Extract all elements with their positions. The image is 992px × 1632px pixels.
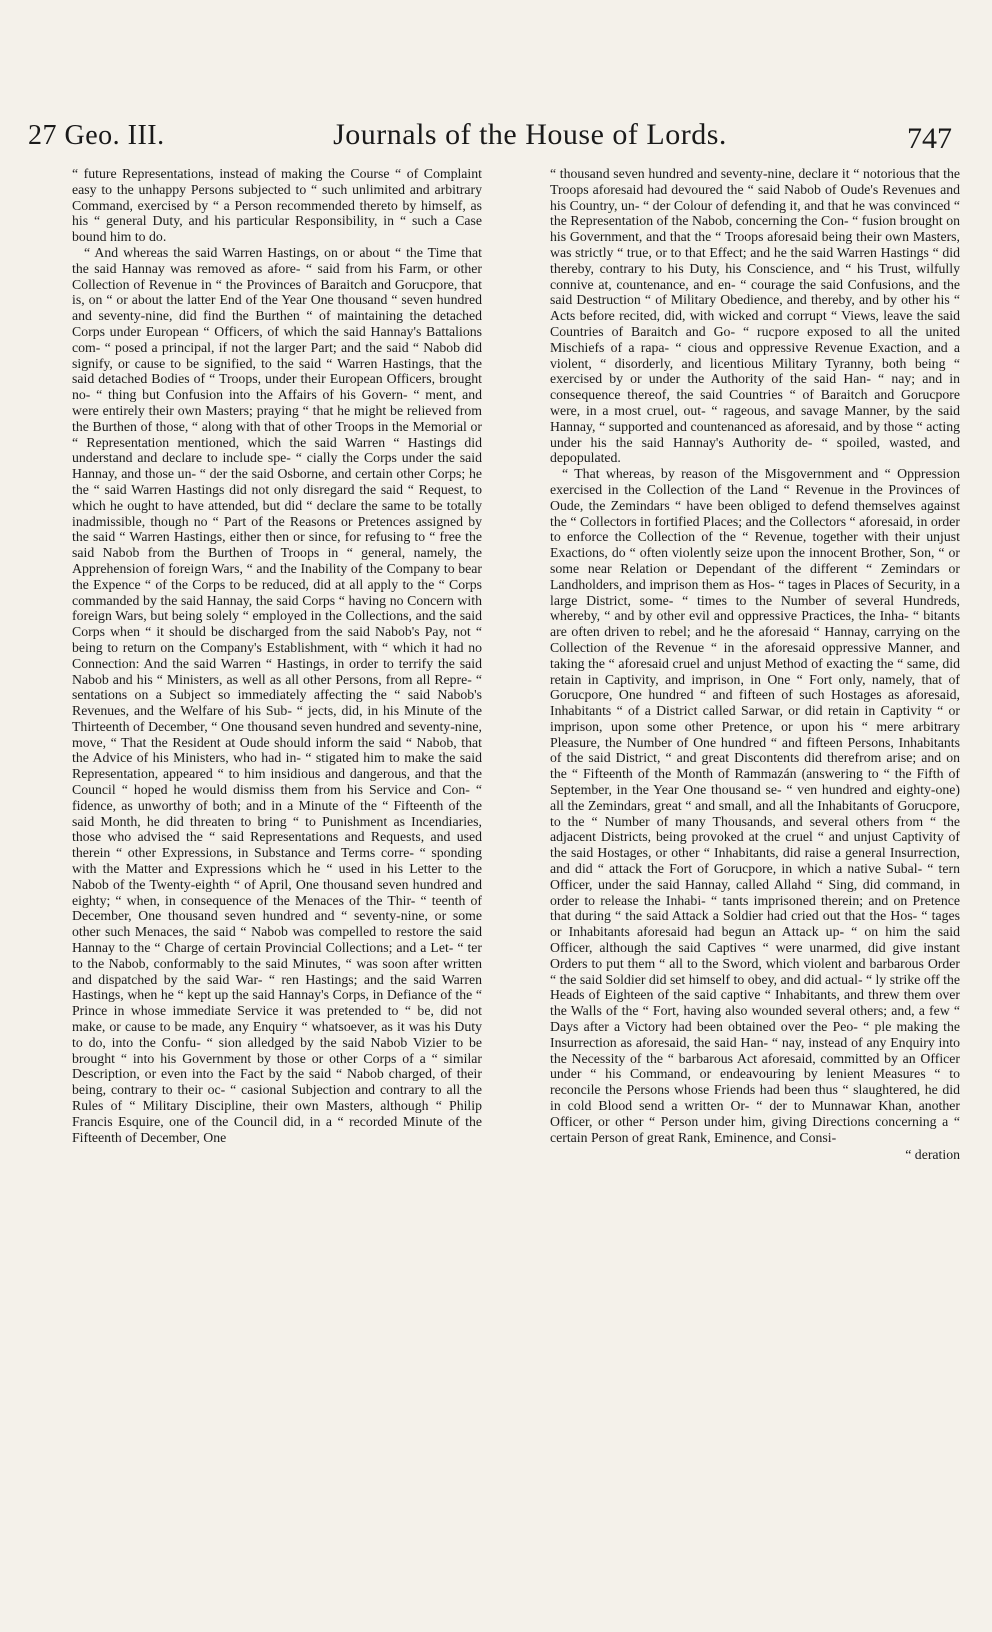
paragraph: “ thousand seven hundred and seventy-nine, declare it “ notorious that the Troops aforesaid had devoured the “ said Nabob of Oude's Revenues and his Country, un- “ der Colour of defending it, and that he was convinced “ the Representation of the Nabob, concerning the Con- “ fusion brought on his Government, and that the “ Troops aforesaid being their own Masters, was strictly “ true, or to that Effect; and he the said Warren Hastings “ did thereby, contrary to his Duty, his Conscience, and “ his Trust, wilfully connive at, countenance, and en- “ courage the said Confusions, and the said Destruction “ of Military Obedience, and thereby, and by other his “ Acts before recited, did, with wicked and corrupt “ Views, leave the said Countries of Baraitch and Go- “ rucpore exposed to all the united Mischiefs of a rapa- “ cious and oppressive Revenue Exaction, and a violent, “ disorderly, and licentious Military Tyranny, both being “ exercised by or under the Authority of the said Han- “ nay; and in consequence thereof, the said Countries “ of Baraitch and Gorucpore were, in a most cruel, out- “ rageous, and savage Manner, by the said Hannay, “ supported and countenanced as aforesaid, and by those “ acting under his the said Hannay's Authority de- “ spoiled, wasted, and depopulated. — [550, 166, 960, 466]
page-number: 747 — [907, 122, 952, 155]
running-title: Journals of the House of Lords. — [333, 118, 727, 151]
paragraph: “ future Representations, instead of making the Course “ of Complaint easy to the unhappy Persons subjected to “ such unlimited and arbitrary Command, exercised by “ a Person recommended thereto by himself, as his “ general Duty, and his particular Responsibility, in “ such a Case bound him to do. — [72, 166, 482, 245]
regnal-year: 27 Geo. III. — [28, 120, 165, 151]
catchword: “ deration — [905, 1147, 960, 1163]
paragraph: “ That whereas, by reason of the Misgovernment and “ Oppression exercised in the Collection of the Land “ Revenue in the Provinces of Oude, the Zemindars “ have been obliged to defend themselves against the “ Collectors in fortified Places; and the Collectors “ aforesaid, in order to enforce the Collection of the “ Revenue, together with their unjust Exactions, do “ often violently seize upon the innocent Brother, Son, “ or some near Relation or Dependant of the different “ Zemindars or Landholders, and imprison them as Hos- “ tages in Places of Security, in a large District, some- “ times to the Number of several Hundreds, whereby, “ and by other evil and oppressive Practices, the Inha- “ bitants are often driven to rebel; and he the aforesaid “ Hannay, carrying on the Collection of the Revenue “ in the aforesaid oppressive Manner, and taking the “ aforesaid cruel and unjust Method of exacting the “ same, did retain in Captivity, and imprison, in One “ Fort only, namely, that of Gorucpore, One hundred “ and fifteen of such Hostages as aforesaid, Inhabitants “ of a District called Sarwar, or did retain in Captivity “ or imprison, upon some other Pretence, or upon his “ mere arbitrary Pleasure, the Number of One hundred “ and fifteen Persons, Inhabitants of the said District, “ and great Discontents did therefrom arise; and on the “ Fifteenth of the Month of Rammazán (answering to “ the Fifth of September, in the Year One thousand se- “ ven hundred and eighty-one) all the Zemindars, great “ and small, and all the Inhabitants of Gorucpore, to the “ Number of many Thousands, and several others from “ the adjacent Districts, being provoked at the cruel “ and unjust Captivity of the said Hostages, or other “ Inhabitants, did raise a general Insurrection, and did “ attack the Fort of Gorucpore, in which a native Subal- “ tern Officer, under the said Hannay, called Allahd “ Sing, did command, in order to release the Inhabi- “ tants imprisoned therein; and on Pretence that during “ the said Attack a Soldier had cried out that the Hos- “ tages or Inhabitants aforesaid had begun an Attack up- “ on him the said Officer, although the said Captives “ were unarmed, did give instant Orders to put them “ all to the Sword, which violent and barbarous Order “ the said Soldier did set himself to obey, and did actual- “ ly strike off the Heads of Eighteen of the said captive “ Inhabitants, and threw them over the Walls of the “ Fort, having also wounded several others; and, a few “ Days after a Victory had been obtained over the Peo- “ ple making the Insurrection as aforesaid, the said Han- “ nay, instead of any Enquiry into the Necessity of the “ barbarous Act aforesaid, committed by an Officer under “ his Command, or endeavouring by lenient Measures “ to reconcile the Persons whose Friends had been thus “ slaughtered, he did in cold Blood send a written Or- “ der to Munnawar Khan, another Officer, or other “ Person under him, giving Directions concerning a “ certain Person of great Rank, Eminence, and Consi- — [550, 466, 960, 1145]
left-column — [72, 166, 482, 1145]
right-column — [550, 166, 960, 1163]
paragraph: “ And whereas the said Warren Hastings, on or about “ the Time that the said Hannay was removed as afore- “ said from his Farm, or other Collection of Revenue in “ the Provinces of Baraitch and Gorucpore, that is, on “ or about the latter End of the Year One thousand “ seven hundred and seventy-nine, did find the Burthen “ of maintaining the detached Corps under European “ Officers, of which the said Hannay's Battalions com- “ posed a principal, if not the larger Part; and the said “ Nabob did signify, or cause to be signified, to the said “ Warren Hastings, that the said detached Bodies of “ Troops, under their European Officers, brought no- “ thing but Confusion into the Affairs of his Govern- “ ment, and were entirely their own Masters; praying “ that he might be relieved from the Burthen of those, “ along with that of other Troops in the Memorial or “ Representation mentioned, which the said Warren “ Hastings did understand and declare to include spe- “ cially the Corps under the said Hannay, and those un- “ der the said Osborne, and certain other Corps; he the “ said Warren Hastings did not only disregard the said “ Request, to which he ought to have attended, but did “ declare the same to be totally inadmissible, though no “ Part of the Reasons or Pretences assigned by the said “ Warren Hastings, either then or since, for refusing to “ free the said Nabob from the Burthen of Troops in “ general, namely, the Apprehension of foreign Wars, “ and the Inability of the Company to bear the Expence “ of the Corps to be reduced, did at all apply to the “ Corps commanded by the said Hannay, the said Corps “ having no Concern with foreign Wars, but being solely “ employed in the Collections, and the said Corps when “ it should be discharged from the said Nabob's Pay, not “ being to return on the Company's Establishment, with “ which it had no Connection: And the said Warren “ Hastings, in order to terrify the said Nabob and his “ Ministers, as well as all other Persons, from all Repre- “ sentations on a Subject so immediately affecting the “ said Nabob's Revenues, and the Welfare of his Sub- “ jects, did, in his Minute of the Thirteenth of December, “ One thousand seven hundred and seventy-nine, move, “ That the Resident at Oude should inform the said “ Nabob, that the Advice of his Ministers, who had in- “ stigated him to make the said Representation, appeared “ to him insidious and dangerous, and that the Council “ hoped he would dismiss them from his Service and Con- “ fidence, as unworthy of both; and in a Minute of the “ Fifteenth of the said Month, he did threaten to bring “ to Punishment as Incendiaries, those who advised the “ said Representations and Requests, and used therein “ other Expressions, in Substance and Terms corre- “ sponding with the Matter and Expressions which he “ used in his Letter to the Nabob of the Twenty-eighth “ of April, One thousand seven hundred and eighty; “ when, in consequence of the Menaces of the Thir- “ teenth of December, One thousand seven hundred and “ seventy-nine, or some other such Menaces, the said “ Nabob was compelled to restore the said Hannay to the “ Charge of certain Provincial Collections; and a Let- “ ter to the Nabob, conformably to the said Minutes, “ was soon after written and dispatched by the said War- “ ren Hastings; and the said Warren Hastings, when he “ kept up the said Hannay's Corps, in Defiance of the “ Prince in whose immediate Service it was pretended to “ be, did not make, or cause to be made, any Enquiry “ whatsoever, as it was his Duty to do, into the Confu- “ sion alledged by the said Nabob Vizier to be brought “ into his Government by those or other Corps of a “ similar Description, or even into the Fact by the said “ Nabob charged, of their being, contrary to their oc- “ casional Subjection and contrary to all the Rules of “ Military Discipline, their own Masters, although “ Philip Francis Esquire, one of the Council did, in a “ recorded Minute of the Fifteenth of December, One — [72, 244, 482, 1145]
text-columns — [72, 166, 962, 1606]
page-header — [28, 116, 952, 166]
